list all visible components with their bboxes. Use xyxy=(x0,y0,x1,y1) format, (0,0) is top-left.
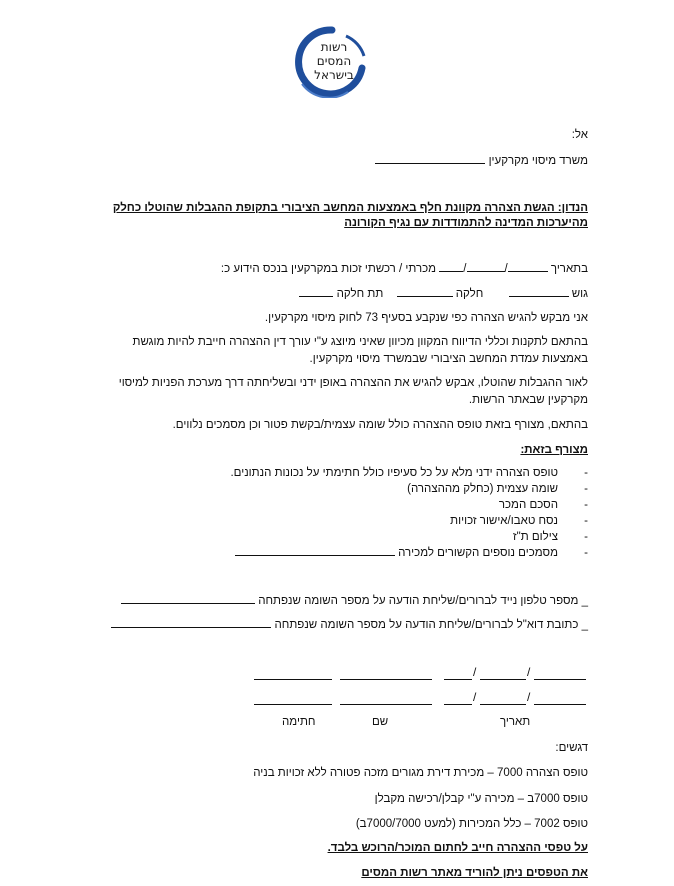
office-label: משרד מיסוי מקרקעין xyxy=(488,155,588,167)
name-label: שם xyxy=(372,716,389,728)
paragraph-3: לאור ההגבלות שהוטלו, אבקש להגיש את ההצהרה באופן ידני ובשליחתה דרך מערכת הפניות למיסוי מקרקעין שבאתר הרשות. xyxy=(118,377,588,406)
to-label: אל: xyxy=(571,129,588,141)
list-item: - נסח טאבו/אישור זכויות xyxy=(450,515,588,527)
tax-authority-logo xyxy=(288,24,372,98)
paragraph-2: בהתאם לתקנות וכללי הדיווח המקוון מכיוון שאיני מיוצג ע"י עורך דין ההצהרה חייבת להיות מוגשת באמצעות עמדת המחשב הציבורי שבמשרד מיסוי מקרקעין. xyxy=(132,336,588,365)
signature-field-1[interactable] xyxy=(254,679,332,680)
example-2: טופס 7000ב – מכירה ע"י קבלן/רכישה מקבלן xyxy=(374,793,588,805)
example-3: טופס 7002 – כלל המכירות (למעט 7000/7000ב) xyxy=(355,818,588,830)
list-item: - מסמכים נוספים הקשורים למכירה xyxy=(88,545,588,561)
phone-field[interactable] xyxy=(121,593,255,604)
gush-label: גוש xyxy=(571,288,588,300)
download-note[interactable]: את הטפסים ניתן להוריד מאתר רשות המסים xyxy=(361,867,588,879)
date-slash: / xyxy=(527,690,531,704)
tat-helka-label: תת חלקה xyxy=(336,288,384,300)
attachments-list xyxy=(88,465,588,561)
date-line-prefix: בתאריך xyxy=(550,263,588,275)
gush-field[interactable] xyxy=(509,286,569,297)
examples-label: דגשים: xyxy=(555,742,588,754)
list-item: - הסכם המכר xyxy=(498,499,588,511)
signing-note: על טפסי ההצהרה חייב לחתום המוכר/הרוכש בלבד. xyxy=(327,842,588,854)
date-slash: / xyxy=(473,665,477,679)
phone-label: מספר טלפון נייד לברורים/שליחת הודעה על מספר השומה שנפתחה xyxy=(258,595,579,607)
date-month-field[interactable] xyxy=(467,261,505,272)
date-year-field-1[interactable] xyxy=(444,679,472,680)
list-item: - צילום ת"ז xyxy=(512,531,588,543)
name-field-1[interactable] xyxy=(340,679,432,680)
email-field[interactable] xyxy=(111,617,271,628)
subject-line-1: הנדון: הגשת הצהרה מקוונת חלף באמצעות המחשב הציבורי בתקופת ההגבלות שהוטלו כחלק xyxy=(112,202,588,214)
logo-text-line2: המסים xyxy=(316,54,352,68)
list-item: - שומה עצמית (כחלק מההצהרה) xyxy=(407,483,588,495)
date-year-field[interactable] xyxy=(439,261,463,272)
paragraph-4: בהתאם, מצורף בזאת טופס ההצהרה כולל שומה עצמית/בקשת פטור וכן מסמכים נלווים. xyxy=(172,419,588,431)
name-field-2[interactable] xyxy=(340,704,432,705)
phone-line: _ מספר טלפון נייד לברורים/שליחת הודעה על מספר השומה שנפתחה xyxy=(121,593,588,608)
logo-text-line1: רשות xyxy=(320,40,348,54)
logo-emblem-icon xyxy=(288,24,372,98)
signature-label: חתימה xyxy=(282,716,316,728)
date-month-field-2[interactable] xyxy=(480,704,526,705)
paragraph-1: אני מבקש להגיש הצהרה כפי שנקבע בסעיף 73 לחוק מיסוי מקרקעין. xyxy=(264,312,588,324)
parcel-line xyxy=(299,286,588,301)
date-line-suffix: מכרתי / רכשתי זכות במקרקעין בנכס הידוע כ: xyxy=(220,263,437,275)
date-day-field-2[interactable] xyxy=(534,704,586,705)
date-year-field-2[interactable] xyxy=(444,704,472,705)
date-label: תאריך xyxy=(500,716,531,728)
email-label: כתובת דוא"ל לברורים/שליחת הודעה על מספר השומה שנפתחה xyxy=(274,619,579,631)
office-line xyxy=(375,153,588,168)
signature-field-2[interactable] xyxy=(254,704,332,705)
email-line: _ כתובת דוא"ל לברורים/שליחת הודעה על מספר השומה שנפתחה xyxy=(111,617,588,632)
date-day-field[interactable] xyxy=(508,261,548,272)
attached-heading: מצורף בזאת: xyxy=(520,444,588,456)
date-slash: / xyxy=(527,665,531,679)
date-month-field-1[interactable] xyxy=(480,679,526,680)
logo-text-line3: בישראל xyxy=(314,68,354,82)
date-line: בתאריך // מכרתי / רכשתי זכות במקרקעין בנכס הידוע כ: xyxy=(220,263,588,275)
other-documents-field[interactable] xyxy=(235,545,395,556)
example-1: טופס הצהרה 7000 – מכירת דירת מגורים מזכה פטורה ללא זכויות בניה xyxy=(253,767,588,779)
list-item: - טופס הצהרה ידני מלא על כל סעיפיו כולל חתימתי על נכונות הנתונים. xyxy=(230,467,588,479)
helka-field[interactable] xyxy=(397,286,453,297)
date-slash: / xyxy=(473,690,477,704)
subject-line-2: מהיערכות המדינה להתמודדות עם נגיף הקורונה xyxy=(344,217,588,229)
tat-helka-field[interactable] xyxy=(299,286,333,297)
helka-label: חלקה xyxy=(455,288,484,300)
office-name-field[interactable] xyxy=(375,153,485,164)
date-day-field-1[interactable] xyxy=(534,679,586,680)
